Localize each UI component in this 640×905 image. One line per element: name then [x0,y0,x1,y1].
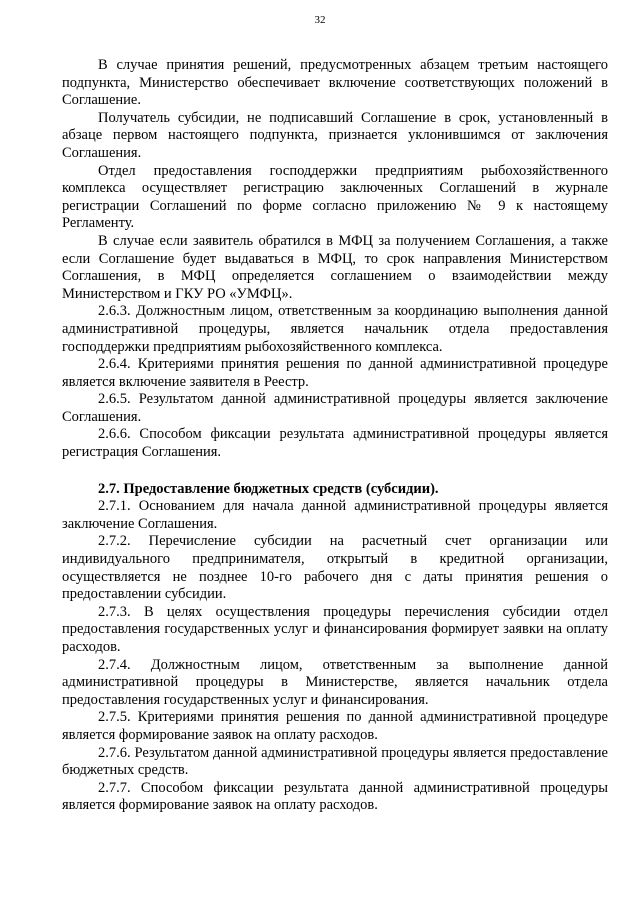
section-heading: 2.7. Предоставление бюджетных средств (субсидии). [98,480,439,497]
page-number: 32 [314,14,326,26]
paragraph: Получатель субсидии, не подписавший Соглашение в срок, установленный в абзаце первом настоящего подпункта, признается уклонившимся от заключения Соглашения. [62,109,608,161]
paragraph: 2.6.4. Критериями принятия решения по данной административной процедуре является включение заявителя в Реестр. [62,356,608,390]
paragraph: 2.7.2. Перечисление субсидии на расчетный счет организации или индивидуального предпринимателя, открытый в кредитной организации, осуществляется не позднее 10-го рабочего дня с даты принятия решения о предоставлении субсидии. [62,533,608,603]
paragraph: 2.6.3. Должностным лицом, ответственным за координацию выполнения данной административной процедуры, является начальник отдела предоставления господдержки предприятиям рыбохозяйственного комплекса. [62,303,608,355]
paragraph: 2.7.6. Результатом данной административной процедуры является предоставление бюджетных средств. [62,744,608,779]
paragraph: В случае принятия решений, предусмотренных абзацем третьим настоящего подпункта, Министерство обеспечивает включение соответствующих положений в Соглашение. [62,57,608,109]
paragraph: 2.6.6. Способом фиксации результата административной процедуры является регистрация Соглашения. [62,426,608,461]
paragraph: Отдел предоставления господдержки предприятиям рыбохозяйственного комплекса осуществляет регистрацию заключенных Соглашений в журнале регистрации Соглашений по форме согласно приложению № 9 к настоящему Регламенту. [62,162,608,232]
section-spacer [62,462,608,481]
paragraph: 2.6.5. Результатом данной административной процедуры является заключение Соглашения. [62,391,608,425]
paragraph: 2.7.3. В целях осуществления процедуры перечисления субсидии отдел предоставления государственных услуг и финансирования формирует заявки на оплату расходов. [62,603,608,655]
document-body [62,57,608,815]
paragraph: 2.7.1. Основанием для начала данной административной процедуры является заключение Соглашения. [62,498,608,532]
paragraph: 2.7.4. Должностным лицом, ответственным за выполнение данной административной процедуры в Министерстве, является начальник отдела предоставления государственных услуг и финансирования. [62,656,608,708]
paragraph: В случае если заявитель обратился в МФЦ за получением Соглашения, а также если Соглашение будет выдаваться в МФЦ, то срок направления Министерством Соглашения, в МФЦ определяется соглашением о взаимодействии между Министерством и ГКУ РО «УМФЦ». [62,232,608,302]
paragraph: 2.7.5. Критериями принятия решения по данной административной процедуре является формирование заявок на оплату расходов. [62,709,608,743]
paragraph: 2.7.7. Способом фиксации результата данной административной процедуры является формирование заявок на оплату расходов. [62,779,608,814]
